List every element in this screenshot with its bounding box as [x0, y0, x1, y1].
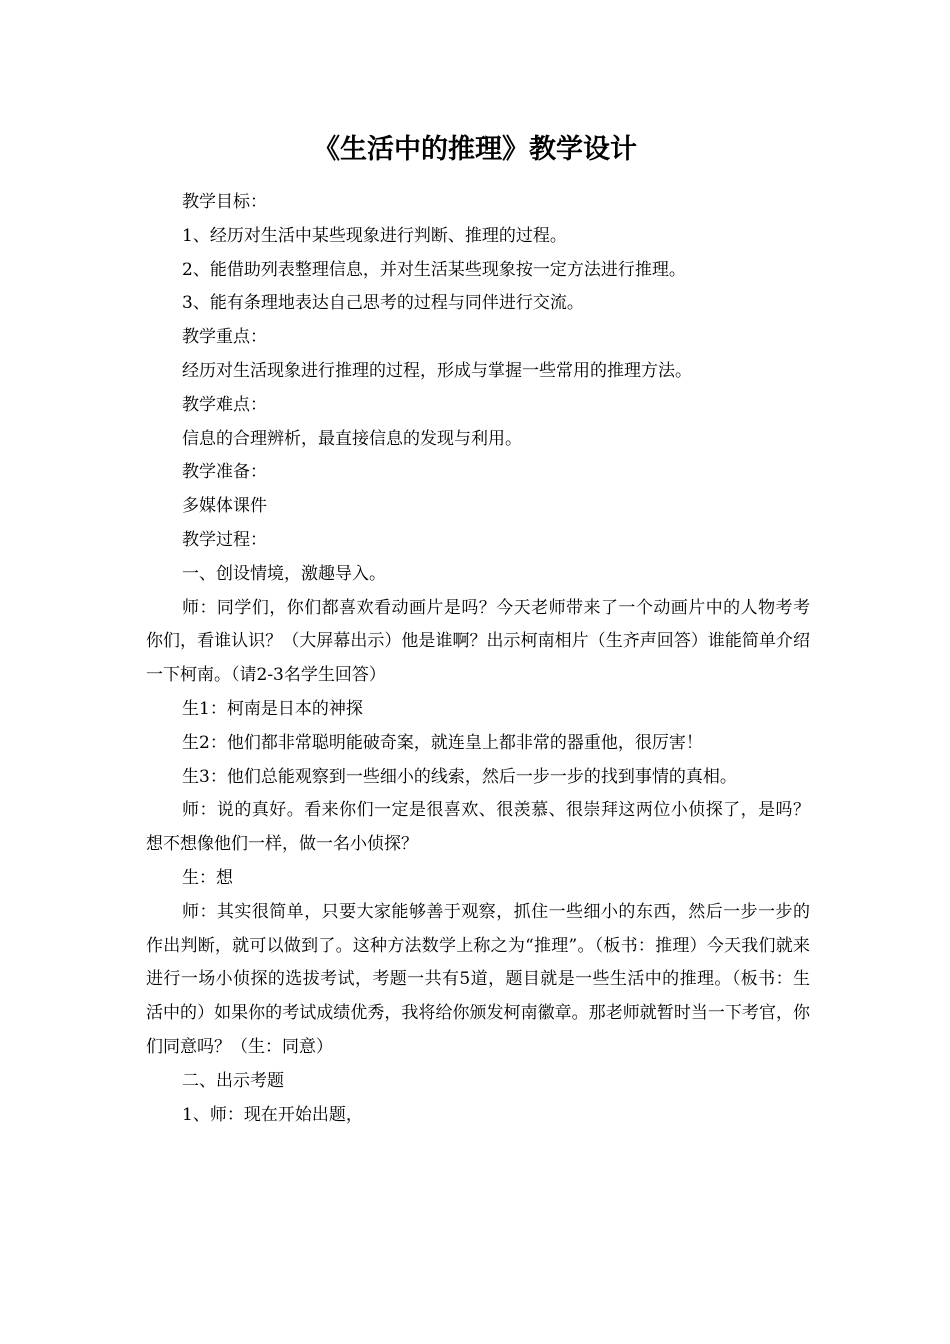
paragraph: 师：其实很简单，只要大家能够善于观察，抓住一些细小的东西，然后一步一步的作出判断，就可以做到了。这种方法数学上称之为“推理”。（板书：推理）今天我们就来进行一场小侦探的选拔考试，考题一共有5道，题目就是一些生活中的推理。（板书：生活中的）如果你的考试成绩优秀，我将给你颁发柯南徽章。那老师就暂时当一下考官，你们同意吗？（生：同意）	[146, 901, 810, 1057]
paragraph: 生3：他们总能观察到一些细小的线索，然后一步一步的找到事情的真相。	[182, 766, 737, 787]
paragraph: 3、能有条理地表达自己思考的过程与同伴进行交流。	[182, 293, 584, 314]
document-title: 《生活中的推理》教学设计	[313, 134, 637, 165]
paragraph: 师：说的真好。看来你们一定是很喜欢、很羡慕、很崇拜这两位小侦探了，是吗？想不想像他们一样，做一名小侦探？	[146, 800, 810, 855]
paragraph: 教学准备：	[182, 462, 267, 483]
paragraph: 教学目标：	[182, 192, 267, 212]
paragraph: 1、经历对生活中某些现象进行判断、推理的过程。	[182, 225, 567, 246]
paragraph: 生1：柯南是日本的神探	[182, 698, 363, 719]
paragraph: 生2：他们都非常聪明能破奇案，就连皇上都非常的器重他，很厉害！	[182, 732, 703, 753]
paragraph: 2、能借助列表整理信息，并对生活某些现象按一定方法进行推理。	[182, 259, 686, 280]
paragraph: 师：同学们，你们都喜欢看动画片是吗？今天老师带来了一个动画片中的人物考考你们，看谁认识？（大屏幕出示）他是谁啊？出示柯南相片（生齐声回答）谁能简单介绍一下柯南。（请2-3名学生回答）	[146, 597, 810, 686]
document-body	[146, 186, 810, 1132]
paragraph: 信息的合理辨析，最直接信息的发现与利用。	[182, 428, 522, 449]
paragraph: 教学难点：	[182, 394, 267, 415]
paragraph: 教学过程：	[182, 529, 267, 550]
paragraph: 教学重点：	[182, 327, 267, 348]
paragraph: 二、出示考题	[182, 1070, 284, 1091]
paragraph: 1、师：现在开始出题，	[182, 1104, 363, 1125]
paragraph: 多媒体课件	[182, 496, 267, 517]
paragraph: 一、创设情境，激趣导入。	[182, 563, 386, 584]
paragraph: 经历对生活现象进行推理的过程，形成与掌握一些常用的推理方法。	[182, 360, 692, 381]
paragraph: 生：想	[182, 867, 233, 888]
